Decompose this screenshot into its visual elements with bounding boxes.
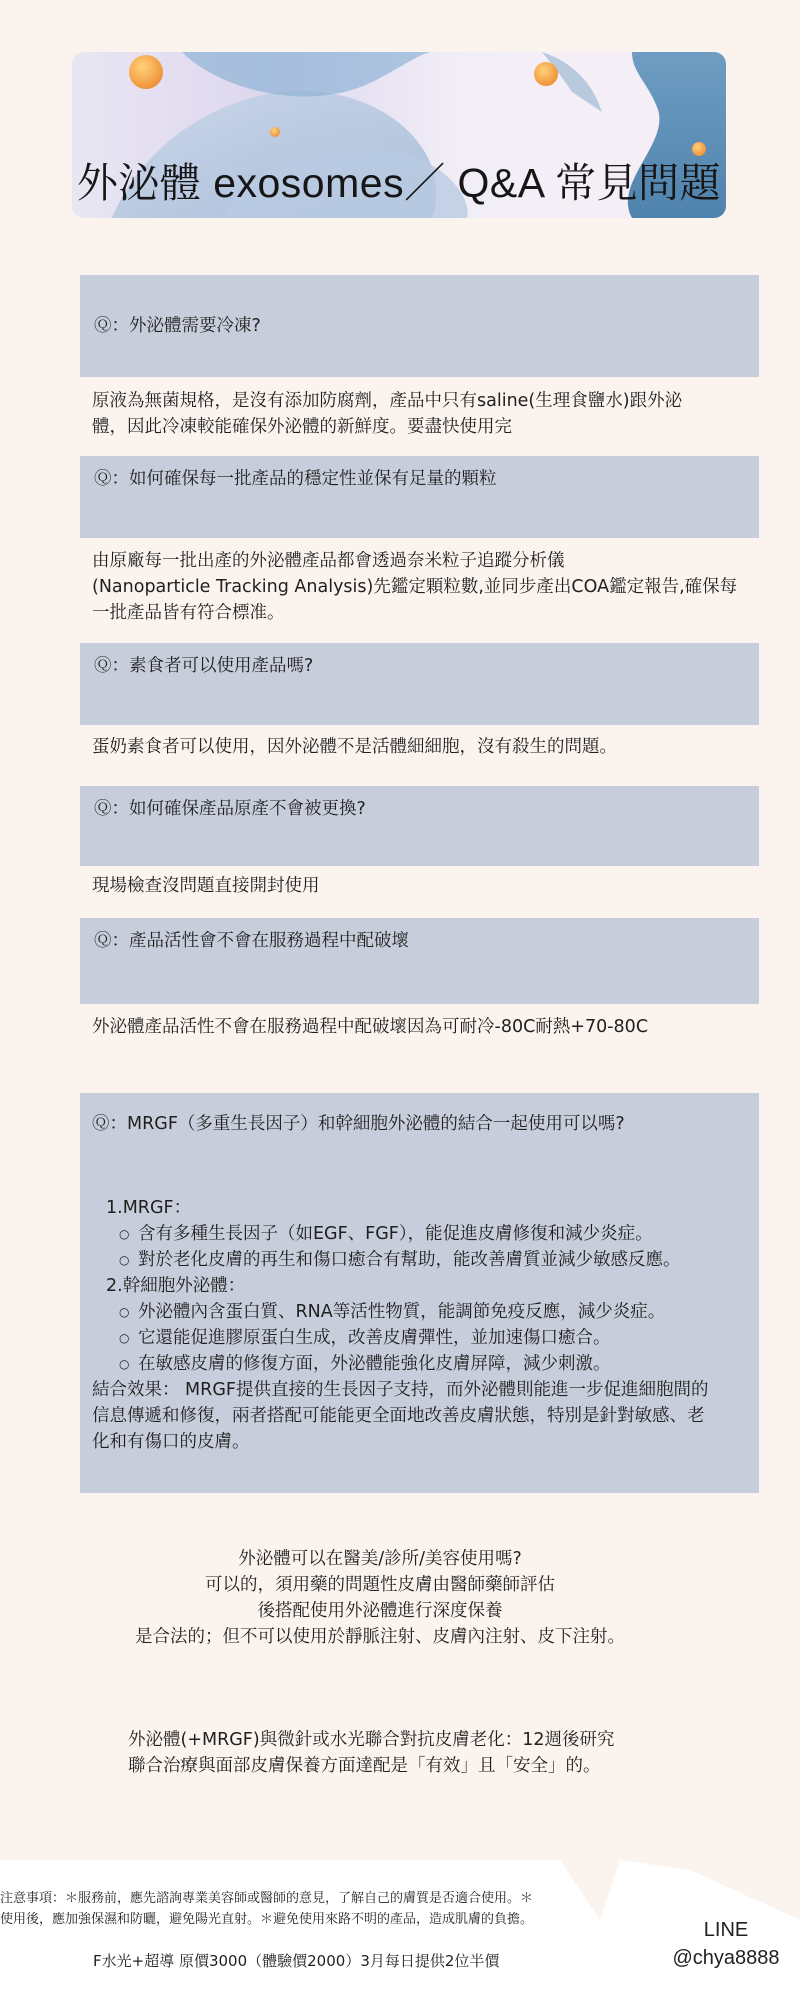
promo-text: F水光+超導 原價3000（體驗價2000）3月每日提供2位半價 (93, 1952, 500, 1970)
line-contact (652, 1916, 800, 1972)
faq-question-box (80, 456, 759, 538)
summary-line: 信息傳遞和修復，兩者搭配可能能更全面地改善皮膚狀態，特別是針對敏感、老 (92, 1406, 705, 1426)
faq-question: Ⓠ：素食者可以使用產品嗎? (94, 656, 314, 676)
answer-line: (Nanoparticle Tracking Analysis)先鑑定顆粒數,並同步產出COA鑑定報告,確保每 (92, 577, 738, 597)
notice-line: 注意事項：＊服務前，應先諮詢專業美容師或醫師的意見，了解自己的膚質是否適合使用。＊ (0, 1891, 534, 1906)
faq-question: Ⓠ：如何確保每一批產品的穩定性並保有足量的顆粒 (94, 469, 497, 489)
faq-question-box (80, 786, 759, 866)
faq-answer (92, 388, 752, 440)
section-heading: 1.MRGF： (106, 1198, 192, 1218)
research-line: 外泌體(+MRGF)與微針或水光聯合對抗皮膚老化：12週後研究 (128, 1730, 615, 1750)
footer (0, 1860, 800, 2000)
answer-line: 蛋奶素食者可以使用，因外泌體不是活體細細胞，沒有殺生的問題。 (92, 737, 617, 757)
summary-line: 化和有傷口的皮膚。 (92, 1432, 250, 1452)
faq-answer (92, 873, 752, 899)
answer-line: 一批產品皆有符合標准。 (92, 603, 285, 623)
faq-answer (92, 548, 752, 626)
medical-use-block (60, 1546, 700, 1650)
section-heading: 2.幹細胞外泌體： (106, 1276, 246, 1296)
header-banner (72, 52, 726, 218)
faq-question-box (80, 643, 759, 725)
answer-line: 現場檢查沒問題直接開封使用 (92, 876, 320, 896)
medical-use-line: 可以的，須用藥的問題性皮膚由醫師藥師評估 (205, 1575, 555, 1595)
answer-line: 外泌體產品活性不會在服務過程中配破壞因為可耐冷-80C耐熱+70-80C (92, 1017, 649, 1037)
bullet-item: ○ 外泌體內含蛋白質、RNA等活性物質，能調節免疫反應，減少炎症。 (92, 1299, 745, 1325)
faq-question: Ⓠ：外泌體需要冷凍? (94, 316, 261, 336)
orange-orb-icon (270, 127, 280, 137)
bullet-item: ○ 它還能促進膠原蛋白生成，改善皮膚彈性，並加速傷口癒合。 (92, 1325, 745, 1351)
answer-line: 原液為無菌規格，是沒有添加防腐劑，產品中只有saline(生理食鹽水)跟外泌 (92, 391, 683, 411)
bullet-item: ○ 含有多種生長因子（如EGF、FGF），能促進皮膚修復和減少炎症。 (92, 1221, 745, 1247)
answer-line: 體，因此冷凍較能確保外泌體的新鮮度。要盡快使用完 (92, 417, 512, 437)
faq-answer (92, 734, 752, 760)
line-label: LINE (703, 1919, 749, 1941)
line-id: @chya8888 (672, 1947, 780, 1969)
bullet-item: ○ 在敏感皮膚的修復方面，外泌體能強化皮膚屏障，減少刺激。 (92, 1351, 745, 1377)
summary-line: 結合效果： MRGF提供直接的生長因子支持，而外泌體則能進一步促進細胞間的 (92, 1380, 709, 1400)
page-title: 外泌體 exosomes／ Q&A 常見問題 (76, 160, 722, 206)
bullet-item: ○ 對於老化皮膚的再生和傷口癒合有幫助，能改善膚質並減少敏感反應。 (92, 1247, 745, 1273)
notice-line: 使用後，應加強保濕和防曬，避免陽光直射。＊避免使用來路不明的產品，造成肌膚的負擔。 (0, 1912, 534, 1927)
faq-answer (92, 1014, 752, 1040)
faq-question-box (80, 275, 759, 377)
medical-use-line: 是合法的；但不可以使用於靜脈注射、皮膚內注射、皮下注射。 (135, 1627, 625, 1647)
research-line: 聯合治療與面部皮膚保養方面達配是「有效」且「安全」的。 (128, 1756, 601, 1776)
orange-orb-icon (129, 55, 163, 89)
research-block (128, 1727, 688, 1779)
answer-line: 由原廠每一批出產的外泌體產品都會透過奈米粒子追蹤分析儀 (92, 551, 565, 571)
medical-use-line: 外泌體可以在醫美/診所/美容使用嗎? (238, 1549, 522, 1569)
orange-orb-icon (534, 62, 558, 86)
faq-question-box (80, 918, 759, 1004)
notice-text (0, 1888, 533, 1930)
faq-question: Ⓠ：產品活性會不會在服務過程中配破壞 (94, 931, 409, 951)
faq-question: Ⓠ：如何確保產品原產不會被更換? (94, 799, 366, 819)
combo-question-box (80, 1093, 759, 1493)
medical-use-line: 後搭配使用外泌體進行深度保養 (257, 1601, 503, 1621)
faq-question: Ⓠ：MRGF（多重生長因子）和幹細胞外泌體的結合一起使用可以嗎? (92, 1114, 625, 1134)
